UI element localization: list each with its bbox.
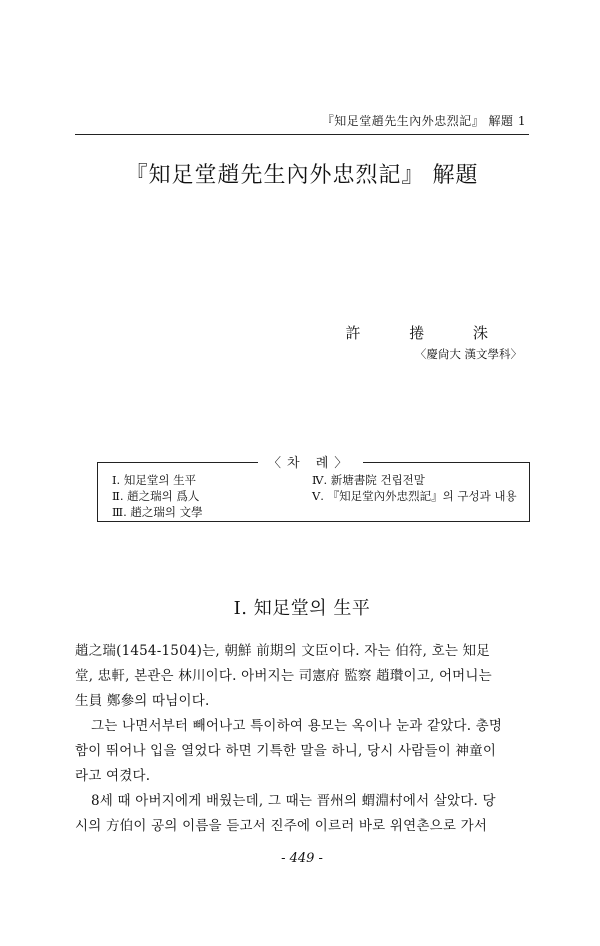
toc-heading: 〈차 례〉 <box>258 452 363 471</box>
body-line-8: 시의 方伯이 공의 이름을 듣고서 진주에 이르러 바로 위연촌으로 가서 <box>75 818 488 834</box>
author-affiliation: 〈慶尙大 漢文學科〉 <box>414 347 522 361</box>
body-line-3: 生員 鄭參의 따님이다. <box>75 693 210 709</box>
page-number: - 449 - <box>281 851 323 866</box>
toc-item-3: Ⅲ. 趙之瑞의 文學 <box>112 505 203 519</box>
running-header: 『知足堂趙先生內外忠烈記』 解題 1 <box>321 114 526 128</box>
body-line-6: 라고 여겼다. <box>75 768 151 784</box>
body-line-4: 그는 나면서부터 빼어나고 특이하여 용모는 옥이나 눈과 같았다. 총명 <box>91 718 503 734</box>
toc-item-2: Ⅱ. 趙之瑞의 爲人 <box>112 489 200 503</box>
body-line-5: 함이 뛰어나 입을 열었다 하면 기특한 말을 하니, 당시 사람들이 神童이 <box>75 743 497 759</box>
body-line-7: 8세 때 아버지에게 배웠는데, 그 때는 晋州의 蝟淵村에서 살았다. 당 <box>91 793 496 809</box>
body-line-2: 堂, 忠軒, 본관은 林川이다. 아버지는 司憲府 監察 趙瓚이고, 어머니는 <box>75 668 492 684</box>
section-heading: Ⅰ. 知足堂의 生平 <box>233 598 371 619</box>
toc-item-4: Ⅳ. 新塘書院 건립전말 <box>312 473 425 487</box>
document-title: 『知足堂趙先生內外忠烈記』 解題 <box>125 163 479 188</box>
body-line-1: 趙之瑞(1454-1504)는, 朝鮮 前期의 文臣이다. 자는 伯符, 호는 知足 <box>75 643 490 659</box>
toc-item-1: Ⅰ. 知足堂의 生平 <box>112 473 197 487</box>
toc-item-5: Ⅴ. 『知足堂內外忠烈記』의 구성과 내용 <box>312 489 517 503</box>
author-name: 許 捲 洙 <box>345 324 510 342</box>
header-rule <box>75 134 529 135</box>
